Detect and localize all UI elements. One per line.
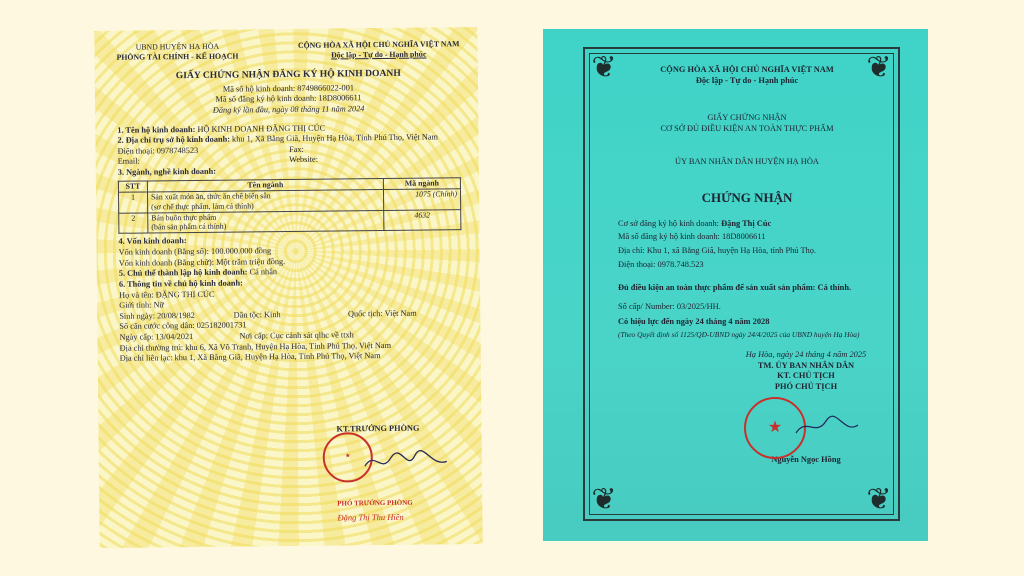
table-cell-stt: 1: [118, 192, 147, 213]
signature-icon: [361, 445, 451, 476]
sign-block-1: TM. ỦY BAN NHÂN DÂN: [757, 360, 855, 370]
section-1-label: 1. Tên hộ kinh doanh:: [117, 124, 196, 135]
left-header-motto: Độc lập - Tự do - Hạnh phúc: [331, 49, 427, 60]
table-header-stt: STT: [118, 181, 147, 192]
business-registration-certificate: [94, 27, 482, 548]
section-5-label: 5. Chủ thể thành lập hộ kinh doanh:: [118, 267, 248, 279]
signer-name: Nguyễn Ngọc Hồng: [771, 455, 841, 465]
capital-number: Vốn kinh doanh (Bằng số): 100.000.000 đồng: [118, 246, 272, 257]
corner-ornament-icon: ❦: [866, 51, 892, 84]
owner-nationality: Quốc tịch: Việt Nam: [347, 308, 417, 319]
business-fax: Fax:: [289, 144, 304, 154]
registration-id: Mã số đăng ký hộ kinh doanh: 18D8006611: [215, 93, 362, 105]
business-phone: Điện thoại: 0978748523: [117, 145, 199, 156]
section-4-label: 4. Vốn kinh doanh:: [118, 236, 187, 247]
facility-reg-no: Mã số đăng ký hộ kinh doanh: 18D8006611: [618, 232, 766, 242]
certificate-number: Số cấp/ Number: 03/2025/HH.: [618, 302, 721, 312]
business-address: khu 1, Xã Bằng Giã, Huyện Hạ Hòa, Tỉnh Phú Thọ, Việt Nam: [231, 132, 439, 144]
sign-block-2: KT. CHỦ TỊCH: [777, 371, 835, 381]
right-header-republic: CỘNG HÒA XÃ HỘI CHỦ NGHĨA VIỆT NAM: [660, 65, 834, 74]
owner-name: Họ và tên: ĐẶNG THỊ CÚC: [119, 289, 215, 300]
owner-id-card: Số căn cước công dân: 025182001731: [119, 320, 247, 332]
sign-block-3: PHÓ CHỦ TỊCH: [774, 382, 838, 392]
table-header-code: Mã ngành: [383, 177, 460, 189]
section-6-label: 6. Thông tin về chủ hộ kinh doanh:: [118, 278, 243, 289]
owner-id-issued: Ngày cấp: 13/04/2021: [119, 331, 194, 342]
table-cell-name: Bán buôn thực phẩm: [151, 212, 217, 222]
owner-gender: Giới tính: Nữ: [119, 300, 165, 310]
red-stamp-icon: ★: [323, 432, 374, 483]
left-header-department: PHÒNG TÀI CHÍNH - KẾ HOẠCH: [116, 51, 239, 62]
left-header-republic: CỘNG HÒA XÃ HỘI CHỦ NGHĨA VIỆT NAM: [297, 39, 460, 50]
table-row: [119, 209, 461, 234]
section-2-label: 2. Địa chỉ trụ sở hộ kinh doanh:: [117, 134, 230, 145]
section-3-label: 3. Ngành, nghề kinh doanh:: [117, 166, 217, 177]
facility-address: Địa chỉ: Khu 1, xã Bằng Giã, huyện Hạ Hòa, tỉnh Phú Thọ.: [618, 246, 817, 256]
right-issuer: ỦY BAN NHÂN DÂN HUYỆN HẠ HÒA: [675, 156, 819, 166]
table-cell-note: (sơ chế thực phẩm, làm cá thính): [151, 200, 254, 211]
business-lines-table: [118, 177, 462, 234]
table-cell-stt: 2: [119, 212, 148, 233]
decision-reference: (Theo Quyết định số 1125/QĐ-UBND ngày 24/4/2025 của UBND huyện Hạ Hòa): [618, 329, 860, 339]
corner-ornament-icon: ❦: [866, 483, 892, 516]
registration-date: Đăng ký lần đầu, ngày 08 tháng 11 năm 2024: [212, 104, 365, 115]
business-website: Website:: [289, 155, 319, 165]
business-email: Email:: [117, 156, 140, 167]
left-sign-title: KT.TRƯỞNG PHÒNG: [336, 423, 420, 434]
left-header-agency: UBND HUYỆN HẠ HÒA: [135, 41, 220, 52]
eligibility-statement: Đủ điều kiện an toàn thực phẩm để sản xuất sản phẩm: Cá thính.: [618, 283, 852, 293]
table-cell-name: Sản xuất món ăn, thức ăn chế biến sẵn: [150, 190, 271, 202]
table-cell-code: 4632: [384, 209, 461, 231]
signature-icon: [792, 411, 862, 441]
corner-ornament-icon: ❦: [591, 483, 617, 516]
facility-phone: Điện thoại: 0978.748.523: [618, 260, 704, 270]
business-id: Mã số hộ kinh doanh: 8749866022-001: [222, 83, 355, 94]
owner-ethnic: Dân tộc: Kinh: [233, 309, 281, 320]
capital-text: Vốn kinh doanh (Bằng chữ): Một trăm triệu đồng.: [118, 256, 286, 268]
right-cert-heading: CHỨNG NHẬN: [701, 189, 793, 205]
food-safety-certificate: [543, 29, 928, 541]
right-title-1: GIẤY CHỨNG NHẬN: [707, 112, 787, 122]
facility-label: Cơ sở đăng ký hộ kinh doanh:: [618, 218, 719, 228]
left-title: GIẤY CHỨNG NHẬN ĐĂNG KÝ HỘ KINH DOANH: [175, 68, 401, 82]
corner-ornament-icon: ❦: [591, 51, 617, 84]
left-sign-name: Đặng Thị Thu Hiền: [337, 511, 404, 523]
owner-contact-address: Địa chỉ liên lạc: khu 1, Xã Bằng Giã, Huyện Hạ Hòa, Tỉnh Phú Thọ, Việt Nam: [119, 351, 381, 363]
red-stamp-icon: ★: [744, 397, 806, 459]
validity-date: Có hiệu lực đến ngày 24 tháng 4 năm 2028: [618, 317, 770, 327]
founder-type: Cá nhân: [249, 267, 278, 277]
facility-name: Đặng Thị Cúc: [721, 218, 772, 228]
owner-id-issued-by: Nơi cấp: Cục cảnh sát qlhc về ttxh: [239, 330, 354, 341]
right-title-2: CƠ SỞ ĐỦ ĐIỀU KIỆN AN TOÀN THỰC PHẨM: [660, 123, 834, 133]
place-and-date: Hạ Hòa, ngày 24 tháng 4 năm 2025: [745, 349, 867, 359]
table-header-name: Tên ngành: [147, 178, 383, 191]
table-cell-code: 1075 (Chính): [383, 188, 460, 210]
left-sign-role: PHÓ TRƯỞNG PHÒNG: [337, 498, 413, 508]
right-header-motto: Độc lập - Tự do - Hạnh phúc: [695, 75, 799, 85]
left-header: [116, 39, 459, 62]
owner-permanent-address: Địa chỉ thường trú: khu 6, Xã Võ Tranh, Huyện Hạ Hòa, Tỉnh Phú Thọ, Việt Nam: [119, 340, 392, 353]
business-name: HỘ KINH DOANH ĐẶNG THỊ CÚC: [197, 123, 326, 134]
owner-dob: Sinh ngày: 20/08/1982: [119, 310, 195, 321]
table-cell-note: (bán sản phẩm cá thính): [151, 222, 227, 232]
